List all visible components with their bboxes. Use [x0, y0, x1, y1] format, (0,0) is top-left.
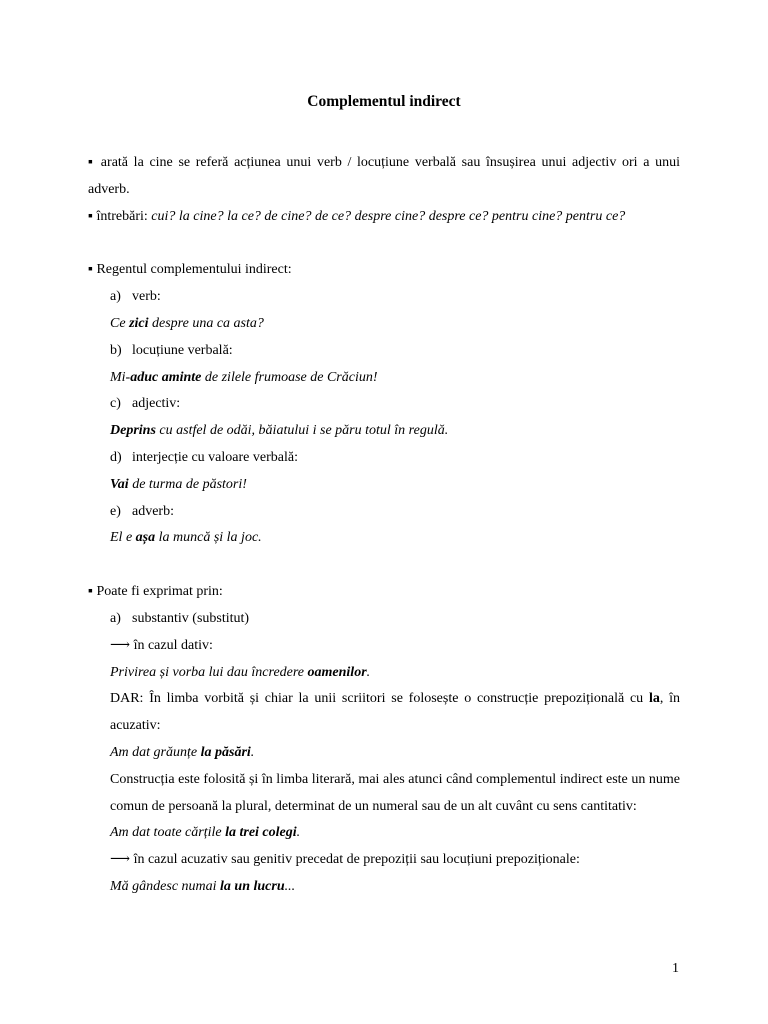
regent-heading: ▪ Regentul complementului indirect: — [88, 262, 292, 278]
example-highlight: așa — [135, 530, 156, 546]
list-marker: a) — [110, 610, 121, 626]
paragraph-text: , în acuzativ: — [110, 691, 680, 734]
acc-gen-case-line: ⟶ în cazul acuzativ sau genitiv precedat de prepoziții sau locuțiuni prepoziționale: — [110, 852, 580, 868]
list-item-label: adverb: — [132, 503, 174, 519]
list-item-label: substantiv (substitut) — [132, 610, 250, 626]
example-text: El e — [110, 530, 136, 546]
example-text: Mi- — [110, 369, 131, 385]
definition-text: arată la cine se referă acțiunea unui verb / locuțiune verbală sau însușirea unui adjectiv ori a unui adverb. — [88, 155, 680, 197]
example-highlight: Deprins — [110, 423, 156, 439]
example-text: de turma de păstori! — [128, 476, 247, 492]
example-sentence — [110, 874, 680, 901]
questions-line — [88, 204, 680, 231]
example-text: Privirea și vorba lui dau încredere — [110, 664, 308, 680]
list-item-label: verb: — [132, 289, 161, 305]
dative-case-line: ⟶ în cazul dativ: — [110, 637, 213, 653]
example-text: la muncă și la joc. — [155, 530, 262, 546]
list-item — [110, 338, 680, 365]
example-text: de zilele frumoase de Crăciun! — [201, 369, 378, 385]
paragraph-text: DAR: În limba vorbită și chiar la unii scriitori se folosește o construcție prepozițională cu — [110, 691, 649, 707]
example-text: cu astfel de odăi, băiatului i se păru totul în regulă. — [155, 423, 449, 439]
example-text: Am dat toate cărțile — [110, 825, 226, 841]
example-highlight: aduc aminte — [130, 369, 202, 385]
list-marker: b) — [110, 342, 122, 358]
example-highlight: oamenilor — [307, 664, 367, 680]
list-marker: a) — [110, 289, 121, 305]
example-text: . — [250, 744, 255, 760]
example-highlight: zici — [129, 315, 149, 331]
page-number: 1 — [672, 961, 679, 976]
expressed-section — [88, 606, 680, 901]
list-item — [110, 499, 680, 526]
definition-paragraph — [88, 150, 680, 204]
list-item-label: locuțiune verbală: — [132, 342, 233, 358]
example-highlight: la păsări — [200, 744, 251, 760]
list-item-label: adjectiv: — [132, 396, 181, 412]
expressed-heading: ▪ Poate fi exprimat prin: — [88, 584, 223, 600]
example-sentence — [110, 311, 680, 338]
dar-paragraph — [110, 686, 680, 740]
literary-paragraph: Construcția este folosită și în limba literară, mai ales atunci când complementul indirect este un nume comun de persoană la plural, determinat de un numeral sau de un alt cuvânt cu sens cantitativ: — [110, 771, 680, 814]
regent-list — [88, 284, 680, 552]
highlight-word: la — [648, 691, 660, 707]
example-sentence — [110, 472, 680, 499]
list-item — [110, 606, 680, 633]
bullet-marker: ▪ — [88, 155, 96, 170]
questions-list: cui? la cine? la ce? de cine? de ce? despre cine? despre ce? pentru cine? pentru ce? — [151, 208, 626, 224]
list-item-label: interjecție cu valoare verbală: — [132, 449, 298, 465]
list-item — [110, 391, 680, 418]
example-sentence — [110, 418, 680, 445]
example-sentence — [110, 740, 680, 767]
bullet-marker: ▪ — [88, 208, 93, 224]
questions-label: întrebări: — [92, 208, 152, 224]
example-highlight: la trei colegi — [225, 825, 297, 841]
example-text: Ce — [110, 315, 130, 331]
list-marker: c) — [110, 396, 121, 412]
example-text: . — [296, 825, 301, 841]
example-text: ... — [284, 878, 296, 894]
list-item — [110, 284, 680, 311]
page-title: Complementul indirect — [307, 93, 461, 110]
example-text: . — [366, 664, 371, 680]
example-sentence — [110, 365, 680, 392]
example-text: Am dat grăunțe — [110, 744, 201, 760]
document-body — [88, 150, 680, 901]
example-sentence — [110, 525, 680, 552]
spacer — [88, 230, 680, 257]
example-sentence — [110, 660, 680, 687]
example-highlight: la un lucru — [220, 878, 285, 894]
example-sentence — [110, 820, 680, 847]
spacer — [88, 552, 680, 579]
list-marker: d) — [110, 449, 122, 465]
list-item — [110, 445, 680, 472]
example-text: Mă gândesc numai — [110, 878, 221, 894]
example-highlight: Vai — [110, 476, 129, 492]
example-text: despre una ca asta? — [148, 315, 264, 331]
list-marker: e) — [110, 503, 121, 519]
